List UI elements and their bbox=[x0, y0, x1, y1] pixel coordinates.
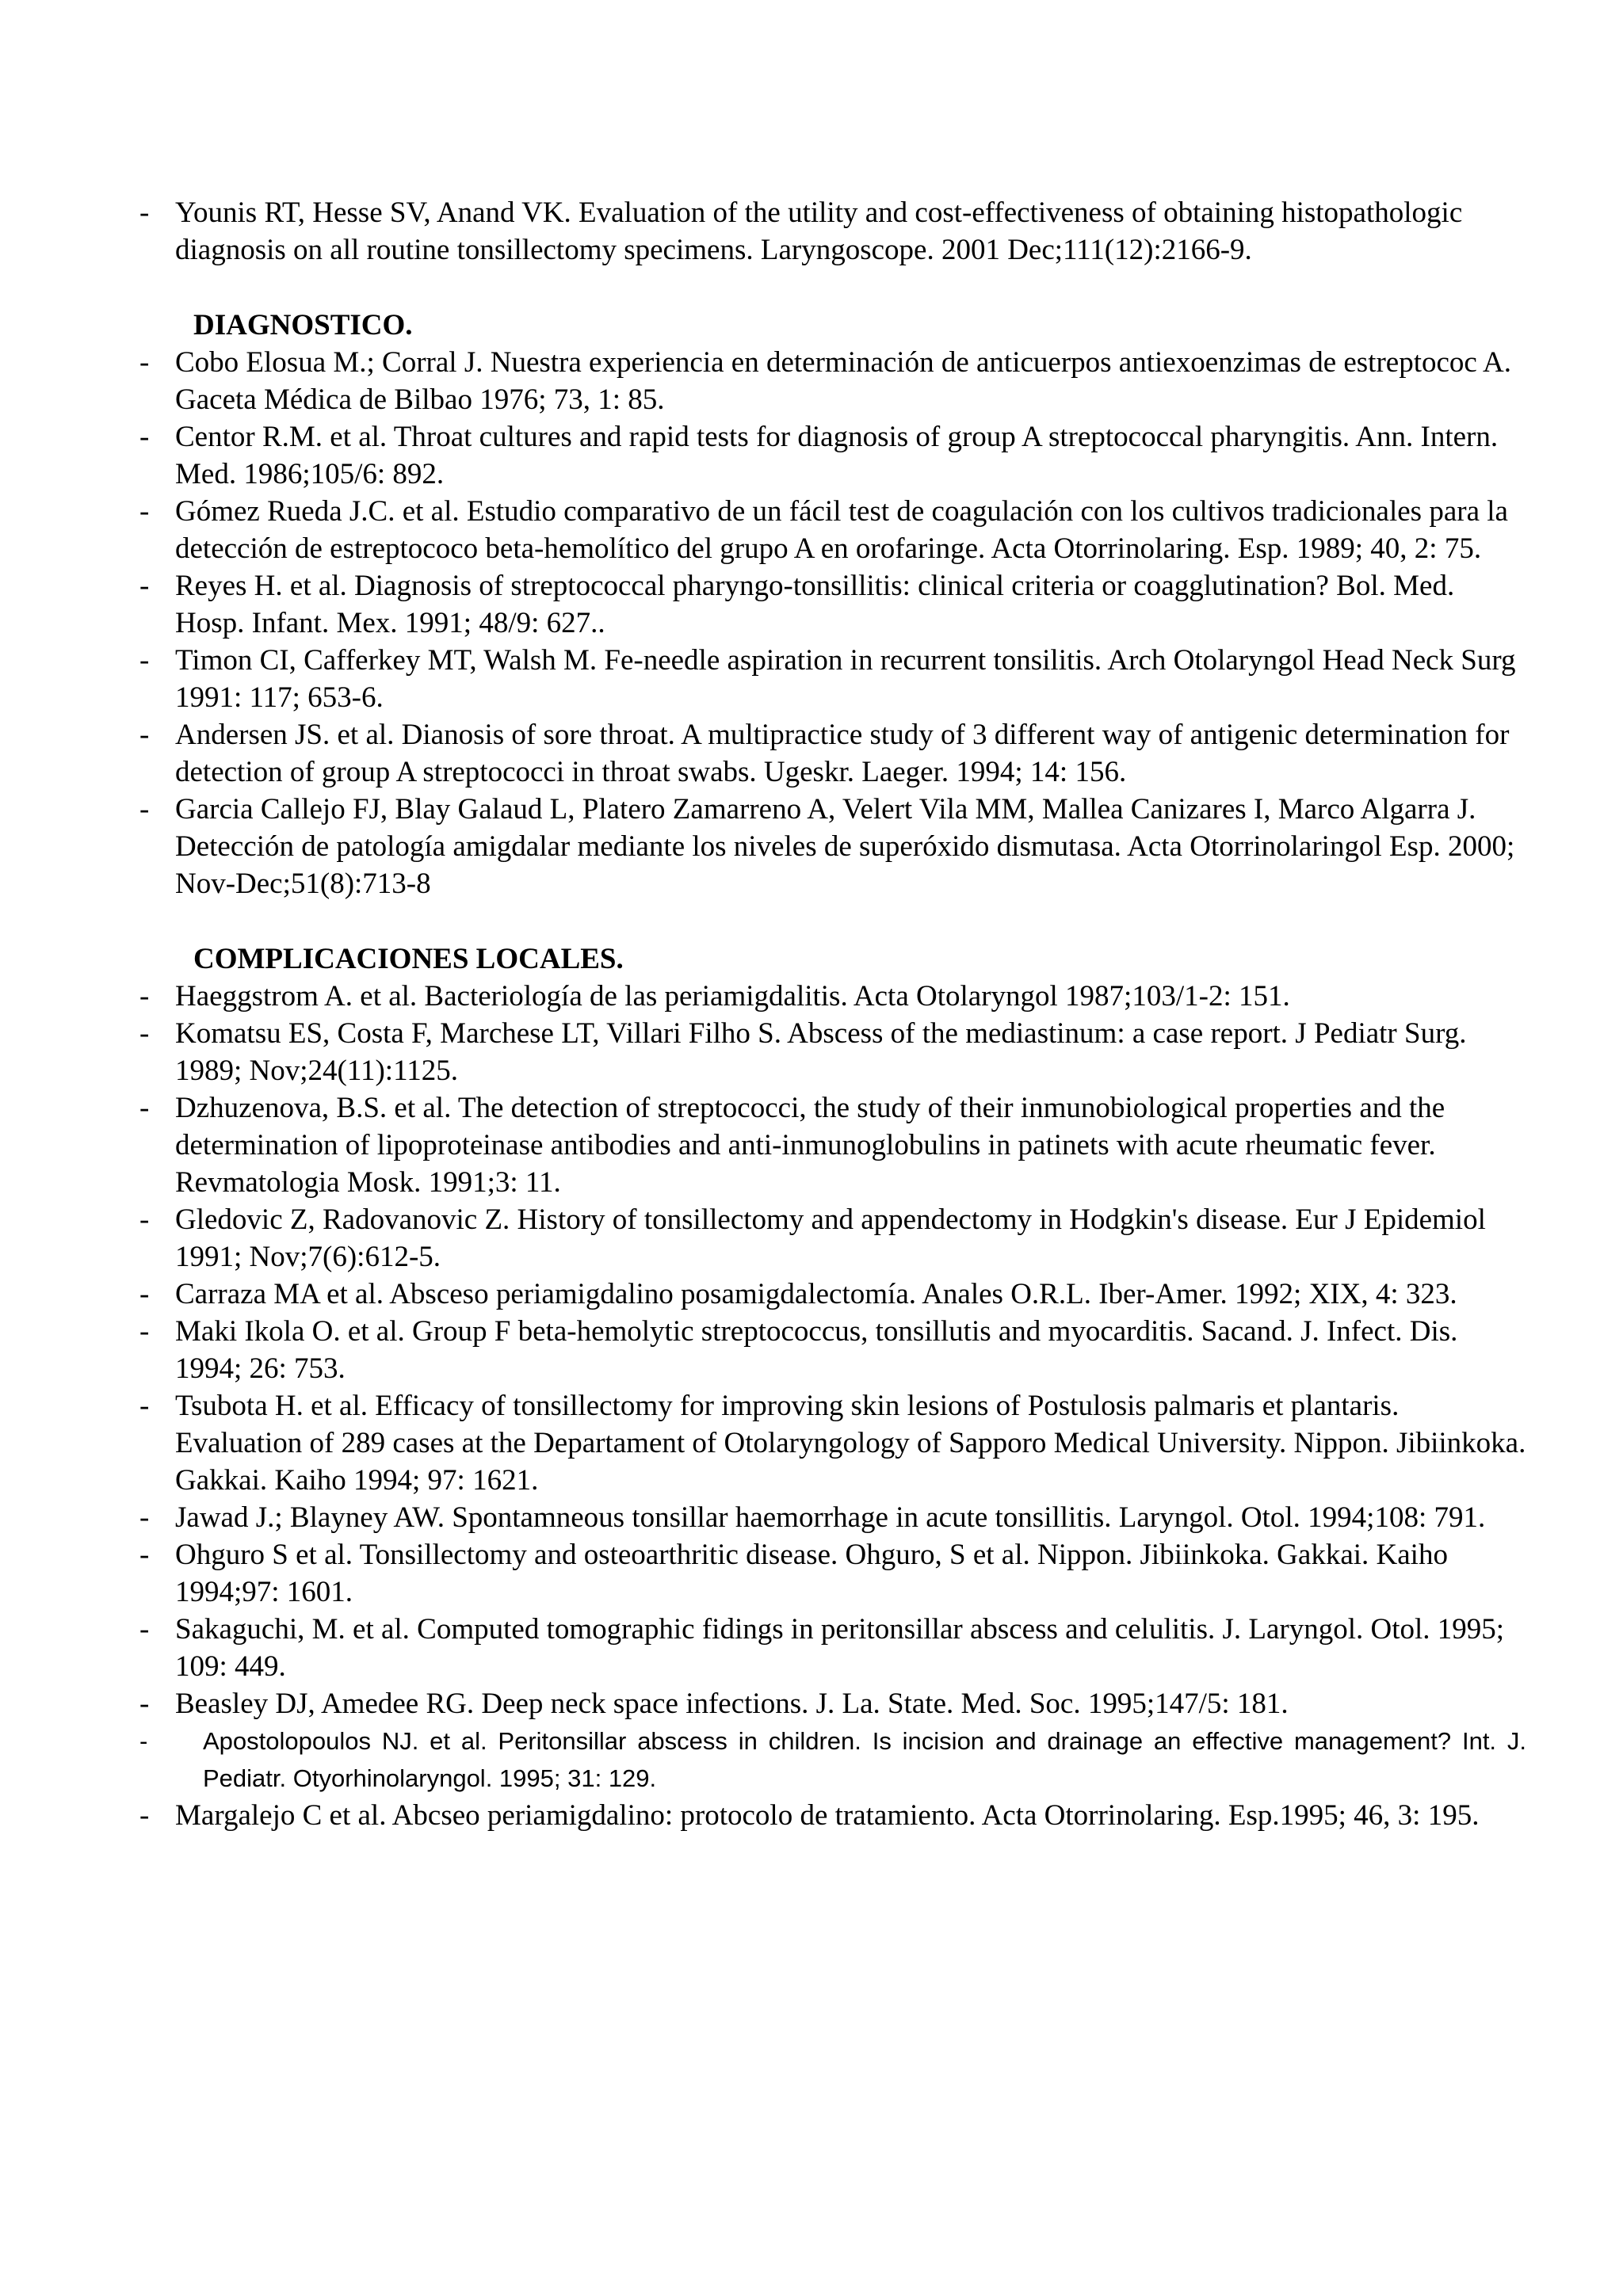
list-dash: - bbox=[139, 1390, 150, 1422]
reference-item bbox=[139, 344, 1526, 418]
reference-text: Haeggstrom A. et al. Bacteriología de las periamigdalitis. Acta Otolaryngol 1987;103/1-2: 151. bbox=[175, 980, 1290, 1013]
reference-item bbox=[139, 716, 1526, 791]
reference-item bbox=[139, 1536, 1526, 1611]
reference-text: Younis RT, Hesse SV, Anand VK. Evaluation of the utility and cost-effectiveness of obtaining histopathologic diagnosis on all routine tonsillectomy specimens. Laryngoscope. 2001 Dec;111(12):2166-9. bbox=[175, 196, 1463, 266]
reference-item bbox=[139, 1722, 1526, 1797]
section-heading-complicaciones-locales: COMPLICACIONES LOCALES. bbox=[193, 943, 624, 975]
reference-text: Beasley DJ, Amedee RG. Deep neck space infections. J. La. State. Med. Soc. 1995;147/5: 181. bbox=[175, 1688, 1289, 1720]
reference-text: Carraza MA et al. Absceso periamigdalino posamigdalectomía. Anales O.R.L. Iber-Amer. 1992; XIX, 4: 323. bbox=[175, 1278, 1457, 1310]
reference-text: Apostolopoulos NJ. et al. Peritonsillar abscess in children. Is incision and drainage an effective management? Int. J. Pediatr. Otyorhinolaryngol. 1995; 31: 129. bbox=[203, 1727, 1526, 1792]
reference-item bbox=[139, 1276, 1526, 1313]
list-dash: - bbox=[139, 1727, 148, 1755]
reference-item bbox=[139, 418, 1526, 493]
reference-item bbox=[139, 791, 1526, 902]
list-dash: - bbox=[139, 644, 150, 677]
reference-item bbox=[139, 1089, 1526, 1201]
reference-item bbox=[139, 642, 1526, 716]
list-dash: - bbox=[139, 719, 150, 751]
reference-item bbox=[139, 1015, 1526, 1089]
reference-text: Margalejo C et al. Abcseo periamigdalino: protocolo de tratamiento. Acta Otorrinolaring. Esp.1995; 46, 3: 195. bbox=[175, 1799, 1480, 1832]
list-dash: - bbox=[139, 570, 150, 602]
reference-text: Timon CI, Cafferkey MT, Walsh M. Fe-needle aspiration in recurrent tonsilitis. Arch Otolaryngol Head Neck Surg 1991: 117; 653-6. bbox=[175, 644, 1516, 714]
reference-item bbox=[139, 493, 1526, 567]
reference-item bbox=[139, 1313, 1526, 1387]
list-dash: - bbox=[139, 1315, 150, 1348]
section-heading-diagnostico: DIAGNOSTICO. bbox=[193, 309, 413, 341]
list-dash: - bbox=[139, 1539, 150, 1571]
list-dash: - bbox=[139, 1092, 150, 1124]
list-dash: - bbox=[139, 1017, 150, 1050]
reference-item bbox=[139, 1685, 1526, 1722]
reference-item bbox=[139, 1797, 1526, 1834]
reference-text: Tsubota H. et al. Efficacy of tonsillectomy for improving skin lesions of Postulosis palmaris et plantaris. Evaluation of 289 cases at the Departament of Otolaryngology of Sapporo Medical University. Nippon. Jibiinkoka. Gakkai. Kaiho 1994; 97: 1621. bbox=[175, 1390, 1526, 1497]
list-dash: - bbox=[139, 495, 150, 528]
reference-text: Sakaguchi, M. et al. Computed tomographic fidings in peritonsillar abscess and celulitis. J. Laryngol. Otol. 1995; 109: 449. bbox=[175, 1613, 1505, 1683]
reference-text: Reyes H. et al. Diagnosis of streptococcal pharyngo-tonsillitis: clinical criteria or coagglutination? Bol. Med. Hosp. Infant. Mex. 1991; 48/9: 627.. bbox=[175, 570, 1455, 639]
reference-item bbox=[139, 1611, 1526, 1685]
reference-text: Maki Ikola O. et al. Group F beta-hemolytic streptococcus, tonsillutis and myocarditis. Sacand. J. Infect. Dis. 1994; 26: 753. bbox=[175, 1315, 1458, 1385]
reference-text: Cobo Elosua M.; Corral J. Nuestra experiencia en determinación de anticuerpos antiexoenzimas de estreptococ A. Gaceta Médica de Bilbao 1976; 73, 1: 85. bbox=[175, 346, 1512, 416]
list-dash: - bbox=[139, 346, 150, 379]
list-dash: - bbox=[139, 196, 150, 229]
reference-item bbox=[139, 1387, 1526, 1499]
list-dash: - bbox=[139, 1799, 150, 1832]
reference-item bbox=[139, 567, 1526, 642]
reference-list bbox=[139, 194, 1526, 1834]
list-dash: - bbox=[139, 980, 150, 1013]
reference-text: Andersen JS. et al. Dianosis of sore throat. A multipractice study of 3 different way of antigenic determination for detection of group A streptococci in throat swabs. Ugeskr. Laeger. 1994; 14: 156. bbox=[175, 719, 1510, 788]
reference-text: Ohguro S et al. Tonsillectomy and osteoarthritic disease. Ohguro, S et al. Nippon. Jibiinkoka. Gakkai. Kaiho 1994;97: 1601. bbox=[175, 1539, 1448, 1608]
reference-text: Jawad J.; Blayney AW. Spontamneous tonsillar haemorrhage in acute tonsillitis. Laryngol. Otol. 1994;108: 791. bbox=[175, 1501, 1486, 1534]
list-dash: - bbox=[139, 421, 150, 453]
reference-text: Gómez Rueda J.C. et al. Estudio comparativo de un fácil test de coagulación con los cultivos tradicionales para la detección de estreptococo beta-hemolítico del grupo A en orofaringe. Acta Otorrinolaring. Esp. 1989; 40, 2: 75. bbox=[175, 495, 1508, 565]
list-dash: - bbox=[139, 1278, 150, 1310]
reference-item bbox=[139, 194, 1526, 269]
reference-item bbox=[139, 1499, 1526, 1536]
reference-text: Garcia Callejo FJ, Blay Galaud L, Platero Zamarreno A, Velert Vila MM, Mallea Canizares I, Marco Algarra J. Detección de patología amigdalar mediante los niveles de superóxido dismutasa. Acta Otorrinolaringol Esp. 2000; Nov-Dec;51(8):713-8 bbox=[175, 793, 1515, 900]
list-dash: - bbox=[139, 1613, 150, 1646]
reference-item bbox=[139, 978, 1526, 1015]
list-dash: - bbox=[139, 793, 150, 826]
list-dash: - bbox=[139, 1688, 150, 1720]
list-dash: - bbox=[139, 1501, 150, 1534]
reference-text: Gledovic Z, Radovanovic Z. History of tonsillectomy and appendectomy in Hodgkin's disease. Eur J Epidemiol 1991; Nov;7(6):612-5. bbox=[175, 1203, 1486, 1273]
reference-item bbox=[139, 1201, 1526, 1276]
reference-text: Centor R.M. et al. Throat cultures and rapid tests for diagnosis of group A streptococcal pharyngitis. Ann. Intern. Med. 1986;105/6: 892. bbox=[175, 421, 1499, 490]
list-dash: - bbox=[139, 1203, 150, 1236]
reference-text: Komatsu ES, Costa F, Marchese LT, Villari Filho S. Abscess of the mediastinum: a case report. J Pediatr Surg. 1989; Nov;24(11):1125. bbox=[175, 1017, 1467, 1087]
reference-text: Dzhuzenova, B.S. et al. The detection of streptococci, the study of their inmunobiological properties and the determination of lipoproteinase antibodies and anti-inmunoglobulins in patinets with acute rheumatic fever. Revmatologia Mosk. 1991;3: 11. bbox=[175, 1092, 1445, 1199]
